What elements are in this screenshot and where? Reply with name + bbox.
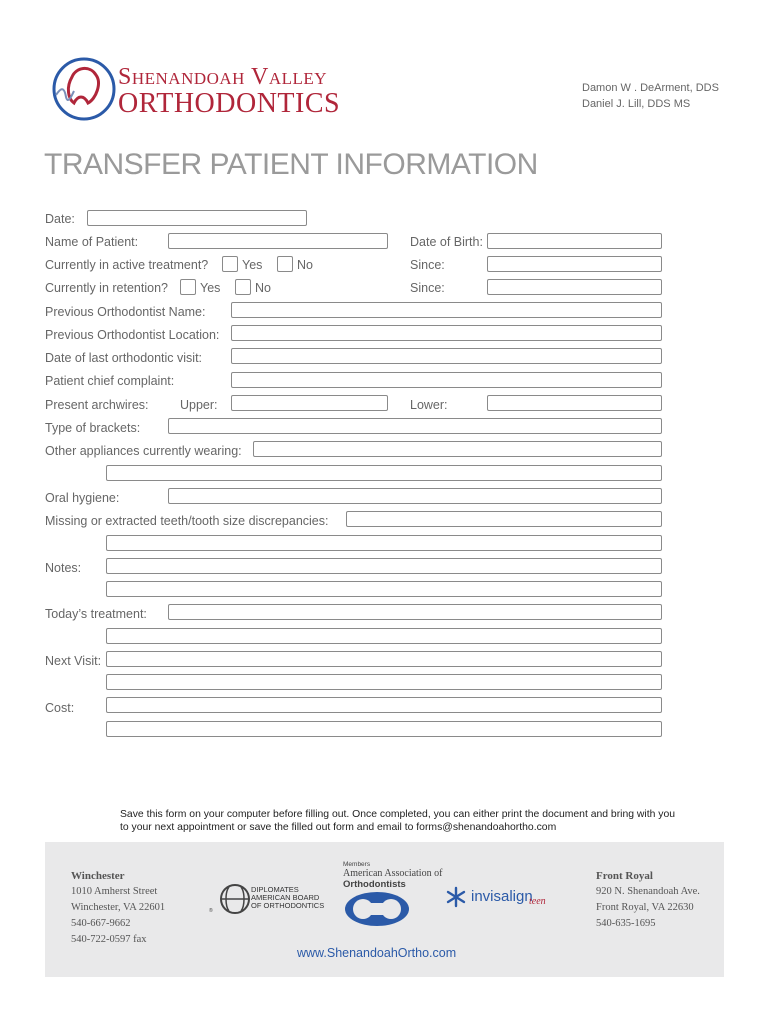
abo-line2: AMERICAN BOARD bbox=[251, 893, 320, 902]
active-treatment-label: Currently in active treatment? bbox=[45, 258, 209, 272]
last-visit-label: Date of last orthodontic visit: bbox=[45, 351, 203, 365]
active-treatment-yes-label: Yes bbox=[242, 258, 263, 272]
todays-treatment-field-line2[interactable] bbox=[106, 628, 662, 644]
abo-emblem-icon bbox=[207, 882, 253, 916]
prev-orthodontist-location-field[interactable] bbox=[231, 325, 662, 341]
front-royal-office-name: Front Royal bbox=[596, 870, 653, 882]
last-visit-field[interactable] bbox=[231, 348, 662, 364]
winchester-address2: Winchester, VA 22601 bbox=[71, 902, 166, 913]
appliances-label: Other appliances currently wearing: bbox=[45, 444, 242, 458]
missing-teeth-label: Missing or extracted teeth/tooth size discrepancies: bbox=[45, 514, 329, 528]
footer-panel bbox=[45, 842, 724, 977]
active-treatment-no-checkbox[interactable] bbox=[277, 256, 293, 272]
website-link[interactable]: www.ShenandoahOrtho.com bbox=[297, 946, 457, 960]
aao-line1: American Association of bbox=[343, 868, 443, 879]
aao-emblem-icon bbox=[343, 890, 411, 928]
front-royal-address2: Front Royal, VA 22630 bbox=[596, 902, 694, 913]
prev-orthodontist-name-label: Previous Orthodontist Name: bbox=[45, 305, 206, 319]
cost-field-line2[interactable] bbox=[106, 721, 662, 737]
prev-orthodontist-location-label: Previous Orthodontist Location: bbox=[45, 328, 220, 342]
invisalign-teen-brand: teen bbox=[529, 896, 546, 907]
date-label: Date: bbox=[45, 212, 75, 226]
cost-label: Cost: bbox=[45, 701, 75, 715]
active-treatment-yes-checkbox[interactable] bbox=[222, 256, 238, 272]
notes-label: Notes: bbox=[45, 561, 82, 575]
practice-name-line2: ORTHODONTICS bbox=[118, 88, 341, 119]
aao-line2: Orthodontists bbox=[343, 879, 406, 890]
aao-members: Members bbox=[343, 861, 371, 868]
abo-line1: DIPLOMATES bbox=[251, 885, 299, 894]
winchester-phone: 540-667-9662 bbox=[71, 918, 131, 929]
abo-text bbox=[251, 886, 324, 910]
practice-logo-mark bbox=[44, 55, 118, 123]
invisalign-star-icon bbox=[445, 886, 467, 908]
active-since-field[interactable] bbox=[487, 256, 662, 272]
lower-label: Lower: bbox=[410, 398, 448, 412]
upper-label: Upper: bbox=[180, 398, 218, 412]
oral-hygiene-label: Oral hygiene: bbox=[45, 491, 120, 505]
archwires-label: Present archwires: bbox=[45, 398, 149, 412]
missing-teeth-field[interactable] bbox=[346, 511, 662, 527]
front-royal-address1: 920 N. Shenandoah Ave. bbox=[596, 886, 700, 897]
svg-text:®: ® bbox=[209, 908, 213, 914]
cost-field[interactable] bbox=[106, 697, 662, 713]
form-title: TRANSFER PATIENT INFORMATION bbox=[44, 148, 538, 181]
retention-label: Currently in retention? bbox=[45, 281, 168, 295]
doctor-name-1: Damon W . DeArment, DDS bbox=[582, 82, 719, 94]
instructions-text: Save this form on your computer before filling out. Once completed, you can either print the document and bring with you to your next appointment or save the filled out form and email to forms@shenandoahortho.com bbox=[120, 809, 676, 833]
upper-archwire-field[interactable] bbox=[231, 395, 388, 411]
chief-complaint-field[interactable] bbox=[231, 372, 662, 388]
practice-name-line1: Shenandoah Valley bbox=[118, 64, 328, 90]
front-royal-phone: 540-635-1695 bbox=[596, 918, 656, 929]
oral-hygiene-field[interactable] bbox=[168, 488, 662, 504]
lower-archwire-field[interactable] bbox=[487, 395, 662, 411]
retention-no-checkbox[interactable] bbox=[235, 279, 251, 295]
active-since-label: Since: bbox=[410, 258, 445, 272]
appliances-field-line2[interactable] bbox=[106, 465, 662, 481]
retention-since-field[interactable] bbox=[487, 279, 662, 295]
next-visit-label: Next Visit: bbox=[45, 654, 102, 668]
abo-line3: OF ORTHODONTICS bbox=[251, 901, 325, 910]
next-visit-field-line2[interactable] bbox=[106, 674, 662, 690]
prev-orthodontist-name-field[interactable] bbox=[231, 302, 662, 318]
winchester-address1: 1010 Amherst Street bbox=[71, 886, 158, 897]
appliances-field[interactable] bbox=[253, 441, 662, 457]
next-visit-field[interactable] bbox=[106, 651, 662, 667]
dob-field[interactable] bbox=[487, 233, 662, 249]
patient-name-field[interactable] bbox=[168, 233, 388, 249]
date-field[interactable] bbox=[87, 210, 307, 226]
dob-label: Date of Birth: bbox=[410, 235, 483, 249]
winchester-fax: 540-722-0597 fax bbox=[71, 934, 147, 945]
todays-treatment-field[interactable] bbox=[168, 604, 662, 620]
winchester-office-name: Winchester bbox=[71, 870, 125, 882]
retention-no-label: No bbox=[255, 281, 271, 295]
chief-complaint-label: Patient chief complaint: bbox=[45, 374, 175, 388]
retention-since-label: Since: bbox=[410, 281, 445, 295]
brackets-field[interactable] bbox=[168, 418, 662, 434]
todays-treatment-label: Today’s treatment: bbox=[45, 607, 147, 621]
patient-name-label: Name of Patient: bbox=[45, 235, 139, 249]
notes-field[interactable] bbox=[106, 558, 662, 574]
missing-teeth-field-line2[interactable] bbox=[106, 535, 662, 551]
retention-yes-label: Yes bbox=[200, 281, 221, 295]
doctor-name-2: Daniel J. Lill, DDS MS bbox=[582, 98, 691, 110]
retention-yes-checkbox[interactable] bbox=[180, 279, 196, 295]
active-treatment-no-label: No bbox=[297, 258, 313, 272]
notes-field-line2[interactable] bbox=[106, 581, 662, 597]
invisalign-brand: invisalign bbox=[471, 888, 533, 905]
brackets-label: Type of brackets: bbox=[45, 421, 141, 435]
